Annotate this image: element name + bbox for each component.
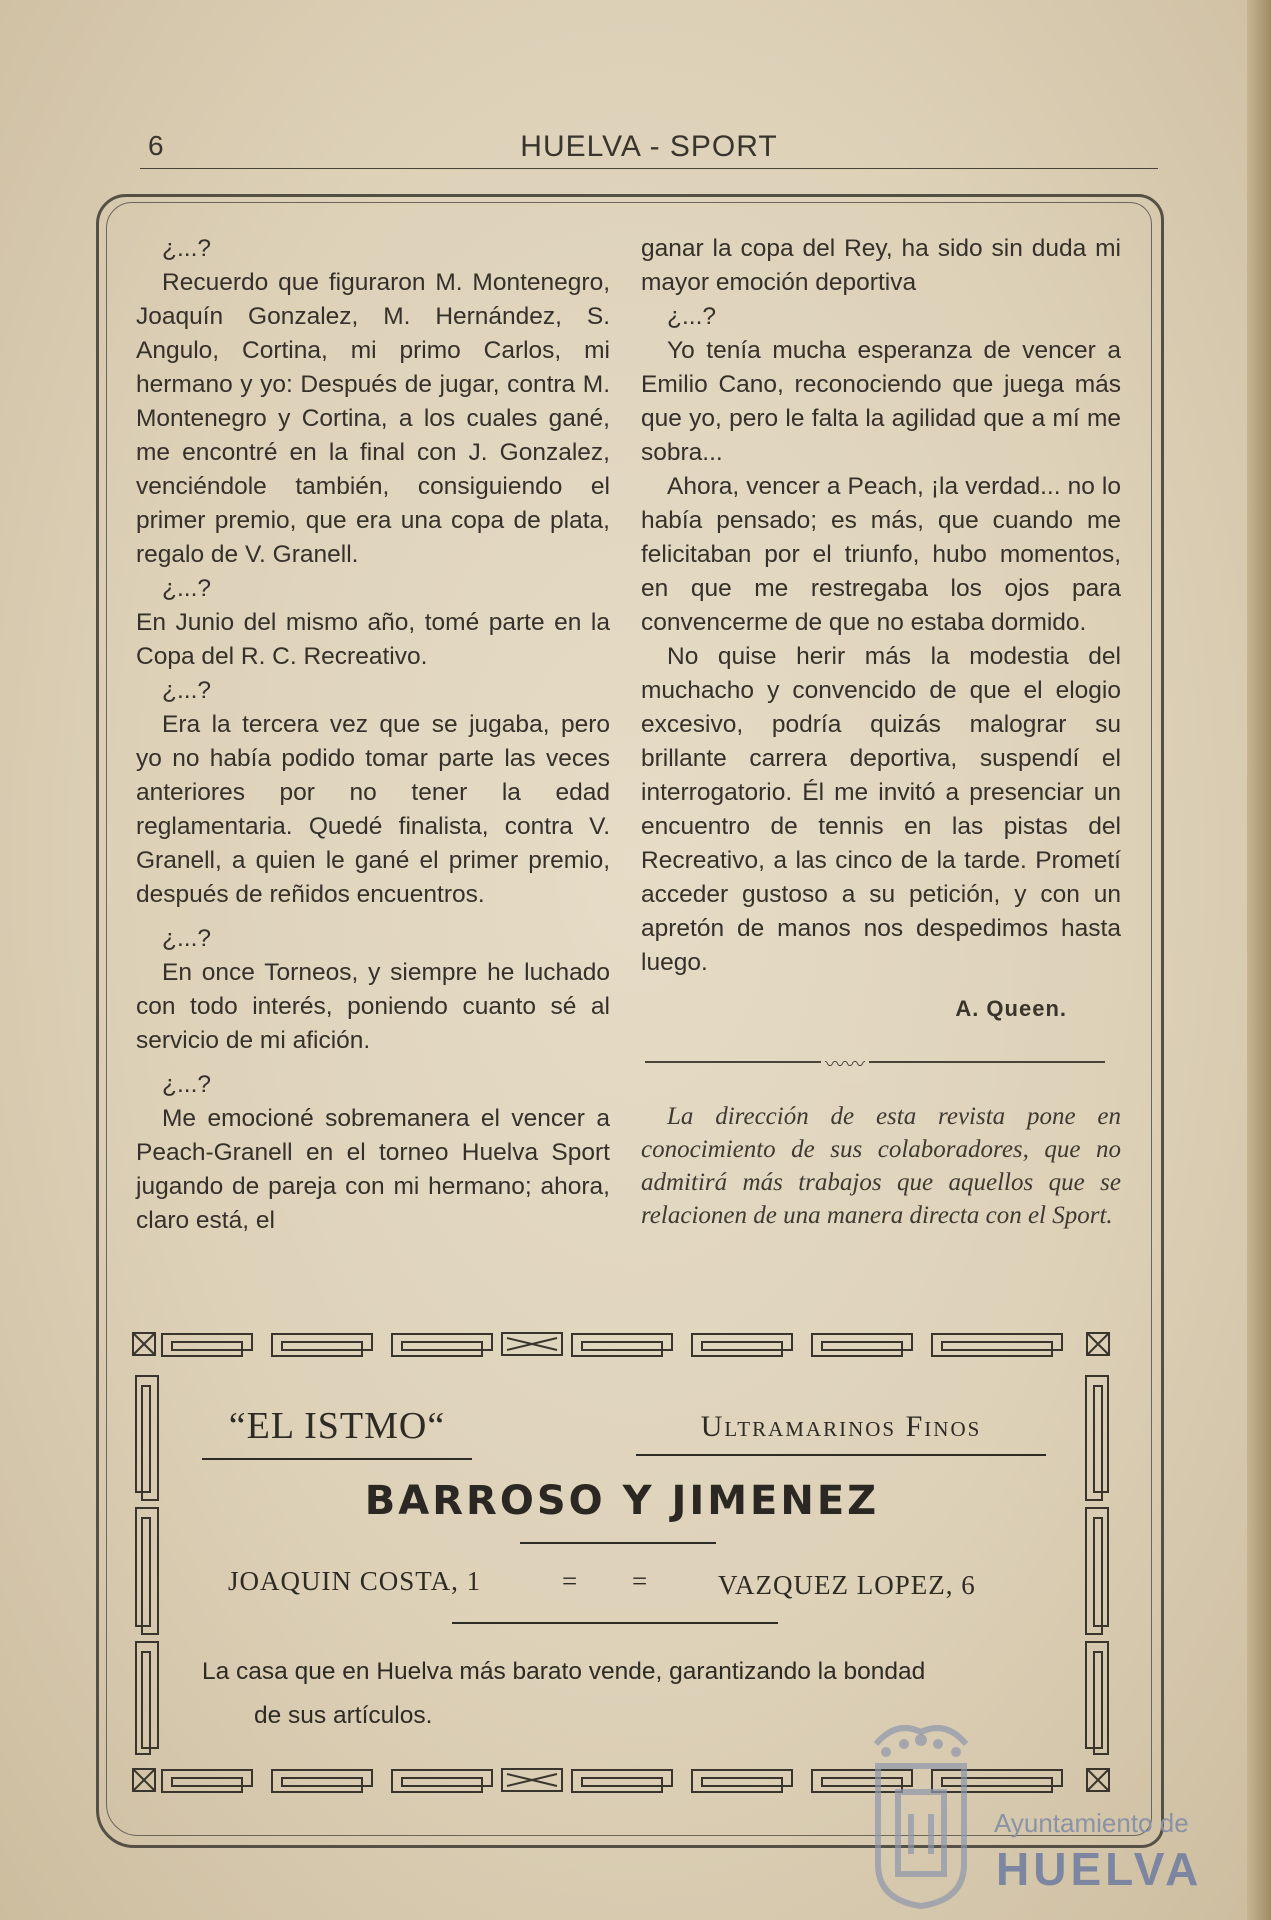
watermark-line1: Ayuntamiento de bbox=[994, 1808, 1189, 1838]
paragraph: Me emocioné sobremanera el vencer a Peach-Granell en el torneo Huelva Sport jugando de pareja con mi hermano; ahora, claro está, el bbox=[136, 1105, 610, 1234]
running-title: HUELVA - SPORT bbox=[520, 130, 778, 163]
page-number: 6 bbox=[148, 130, 164, 161]
question-mark: ¿...? bbox=[162, 925, 212, 952]
greek-key-border-top bbox=[132, 1330, 1112, 1360]
question-mark: ¿...? bbox=[162, 575, 212, 602]
rule-line bbox=[645, 1061, 1105, 1063]
ad-slogan-line: La casa que en Huelva más barato vende, garantizando la bondad bbox=[202, 1658, 926, 1685]
watermark-line2: HUELVA bbox=[996, 1843, 1203, 1895]
page-header bbox=[140, 128, 1158, 169]
paragraph: En Junio del mismo año, tomé parte en la Copa del R. C. Recreativo. bbox=[136, 609, 610, 670]
question-mark: ¿...? bbox=[667, 303, 717, 330]
page-edge bbox=[1247, 0, 1271, 1920]
editorial-notice bbox=[641, 1100, 1121, 1232]
ad-store-type: Ultramarinos Finos bbox=[636, 1410, 1046, 1456]
paragraph: No quise herir más la modestia del muchacho y convencido de que el elogio excesivo, podría quizás malograr su brillante carrera deportiva, suspendí el interrogatorio. Él me invitó a presenciar un encuentro de tennis en las pistas del Recreativo, a las cinco de la tarde. Prometí acceder gustoso a su petición, y con un apretón de manos nos despedimos hasta luego. bbox=[641, 643, 1121, 976]
ad-store-name: “EL ISTMO“ bbox=[202, 1404, 472, 1460]
paragraph: Yo tenía mucha esperanza de vencer a Emilio Cano, reconociendo que juega más que yo, pero le falta la agilidad que a mí me sobra... bbox=[641, 337, 1121, 466]
paragraph: Era la tercera vez que se jugaba, pero yo no había podido tomar parte las veces anteriores por no tener la edad reglamentaria. Quedé finalista, contra V. Granell, a quien le gané el primer premio, después de reñidos encuentros. bbox=[136, 711, 610, 908]
question-mark: ¿...? bbox=[162, 1071, 212, 1098]
ad-slogan-line: de sus artículos. bbox=[254, 1702, 433, 1729]
paragraph: Recuerdo que figuraron M. Montenegro, Joaquín Gonzalez, M. Hernández, S. Angulo, Cortina, mi primo Carlos, mi hermano y yo: Después de jugar, contra M. Montenegro y Cortina, a los cuales gané, me encontré en la final con J. Gonzalez, venciéndole también, consiguiendo el primer premio, que era una copa de plata, regalo de V. Granell. bbox=[136, 269, 610, 568]
left-column bbox=[136, 232, 610, 1238]
author-signature: A. Queen. bbox=[955, 996, 1067, 1021]
notice-text: La dirección de esta revista pone en conocimiento de sus colaboradores, que no admitirá más trabajos que aquellos que se relacionen de una manera directa con el Sport. bbox=[641, 1103, 1121, 1229]
greek-key-border-right bbox=[1082, 1372, 1112, 1758]
wave-ornament-icon: 〰〰 bbox=[821, 1048, 869, 1082]
ad-address-separator: = = bbox=[562, 1566, 672, 1596]
ad-divider bbox=[520, 1542, 716, 1544]
ad-company-name: BARROSO Y JIMENEZ bbox=[364, 1478, 880, 1524]
ad-divider bbox=[452, 1622, 778, 1624]
ornamental-rule bbox=[641, 1048, 1111, 1074]
ad-address-left: JOAQUIN COSTA, 1 bbox=[228, 1566, 482, 1596]
archive-watermark bbox=[856, 1714, 1203, 1910]
coat-of-arms-icon bbox=[856, 1714, 986, 1910]
paragraph-continuation: ganar la copa del Rey, ha sido sin duda mi mayor emoción deportiva bbox=[641, 235, 1121, 296]
question-mark: ¿...? bbox=[162, 677, 212, 704]
paragraph: En once Torneos, y siempre he luchado con todo interés, poniendo cuanto sé al servicio de mi afición. bbox=[136, 959, 610, 1054]
greek-key-border-left bbox=[132, 1372, 162, 1758]
ad-address-right: VAZQUEZ LOPEZ, 6 bbox=[718, 1570, 976, 1600]
question-mark: ¿...? bbox=[162, 235, 212, 262]
paragraph: Ahora, vencer a Peach, ¡la verdad... no lo había pensado; es más, que cuando me felicitaban por el triunfo, hubo momentos, en que me restregaba los ojos para convencerme de que no estaba dormido. bbox=[641, 473, 1121, 636]
right-column bbox=[641, 232, 1121, 1232]
